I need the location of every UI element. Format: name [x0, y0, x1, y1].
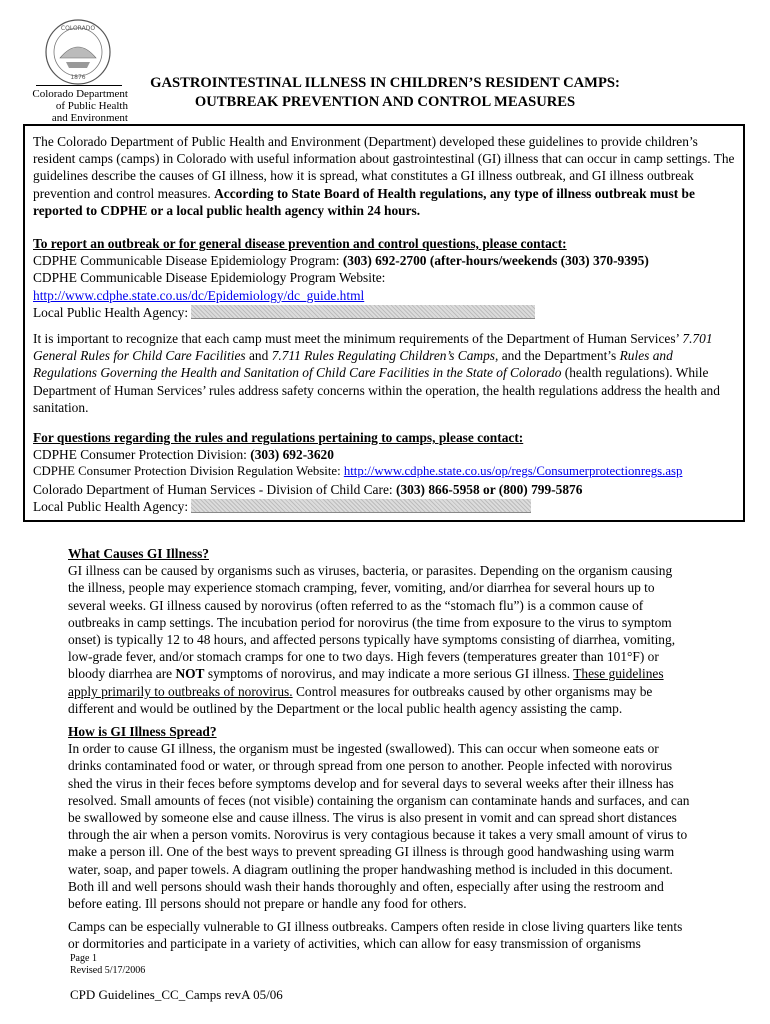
- svg-text:COLORADO: COLORADO: [60, 25, 96, 32]
- document-id: CPD Guidelines_CC_Camps revA 05/06: [70, 987, 283, 1002]
- epi-website-link[interactable]: http://www.cdphe.state.co.us/dc/Epidemiology/dc_guide.html: [33, 287, 365, 303]
- rules-paragraph: It is important to recognize that each camp must meet the minimum requirements of the Department of Human Services’ 7.701 General Rules for Child Care Facilities and 7.711 Rules Regulating Children’s Camps, and the Department’s Rules and Regulations Governing the Health and Sanitation of Child Care Facilities in the State of Colorado (health regulations). While Department of Human Services’ rules address safety concerns within the operation, the health regulations address the health and sanitation.: [33, 331, 720, 415]
- redacted-field: [191, 499, 531, 513]
- causes-heading: What Causes GI Illness?: [68, 546, 210, 561]
- consumer-protection-web-line: CDPHE Consumer Protection Division Regulation Website: http://www.cdphe.state.co.us/op/regs/Consumerprotectionregs.asp: [33, 464, 683, 479]
- epi-website-label: CDPHE Communicable Disease Epidemiology Program Website:: [33, 270, 386, 286]
- report-heading: To report an outbreak or for general disease prevention and control questions, please contact:: [33, 236, 567, 251]
- local-agency-line: Local Public Health Agency:: [33, 304, 739, 321]
- causes-section: What Causes GI Illness? GI illness can be caused by organisms such as viruses, bacteria, or parasites. Depending on the organism causing the illness, people may experience stomach cramping, fever, vomiting, and/or diarrhea for several hours up to several weeks. GI illness caused by norovirus (often referred to as the “stomach flu”) is a common cause of outbreaks in camp settings. The incubation period for norovirus (the time from exposure to the virus to symptom onset) is typically 12 to 48 hours, and affected persons typically have symptoms consisting of diarrhea, vomiting, low-grade fever, and/or stomach cramps for one to two days. High fevers (temperatures greater than 101°F) or bloody diarrhea are NOT symptoms of norovirus, and may indicate a more serious GI illness. These guidelines apply primarily to outbreaks of norovirus. Control measures for outbreaks caused by other organisms may be different and would be outlined by the Department or the local public health agency assisting the camp.: [68, 545, 690, 717]
- page-footer: [70, 953, 145, 977]
- redacted-field: [191, 305, 535, 319]
- intro-paragraph: The Colorado Department of Public Health and Environment (Department) developed these guidelines to provide children’s resident camps (camps) in Colorado with useful information about gastrointestinal (GI) illness that can occur in camp settings. The guidelines describe the causes of GI illness, how it is spread, what constitutes a GI illness outbreak, and GI illness outbreak prevention and control measures. According to State Board of Health regulations, any type of illness outbreak must be reported to CDPHE or a local public health agency within 24 hours.: [33, 134, 735, 218]
- questions-heading: For questions regarding the rules and regulations pertaining to camps, please contact:: [33, 430, 524, 445]
- consumer-protection-link[interactable]: http://www.cdphe.state.co.us/op/regs/Consumerprotectionregs.asp: [343, 464, 683, 479]
- svg-text:1876: 1876: [70, 74, 86, 81]
- document-title: GASTROINTESTINAL ILLNESS IN CHILDREN’S RESIDENT CAMPS: OUTBREAK PREVENTION AND CONTROL MEASURES: [150, 75, 620, 110]
- local-agency-line-2: Local Public Health Agency:: [33, 498, 739, 515]
- page-number: Page 1: [70, 953, 97, 964]
- department-name: Colorado Department of Public Health and Environment: [32, 88, 128, 124]
- human-services-line: Colorado Department of Human Services - Division of Child Care: (303) 866-5958 or (800) 799-5876: [33, 481, 583, 497]
- state-seal-logo: [44, 18, 112, 86]
- spread-heading: How is GI Illness Spread?: [68, 724, 217, 739]
- consumer-protection-line: CDPHE Consumer Protection Division: (303) 692-3620: [33, 447, 334, 463]
- epi-program-line: CDPHE Communicable Disease Epidemiology Program: (303) 692-2700 (after-hours/weekends (303) 370-9395): [33, 253, 649, 269]
- camps-paragraph: Camps can be especially vulnerable to GI illness outbreaks. Campers often reside in close living quarters like tents or dormitories and participate in a variety of activities, which can allow for easy transmission of organisms: [68, 919, 683, 952]
- report-contact-section: [33, 235, 739, 321]
- spread-section: How is GI Illness Spread? In order to cause GI illness, the organism must be ingested (swallowed). This can occur when someone eats or drinks contaminated food or water, or through spread from one person to another. People infected with norovirus shed the virus in their feces before symptoms develop and for several days to several weeks after their illness has resolved. Small amounts of feces (not visible) containing the organism can contaminate hands and surfaces, and can be swallowed by someone else and cause illness. The virus is also present in vomit and can spread short distances through the air when a person vomits. Norovirus is very contagious because it takes a very small amount of virus to make a person ill. One of the best ways to prevent spreading GI illness is through good handwashing using warm water, soap, and paper towels. A diagram outlining the proper handwashing method is included in this document. Both ill and well persons should wash their hands thoroughly and often, especially after using the restroom and before eating. Ill persons should not prepare or handle any food for others.: [68, 724, 690, 912]
- logo-divider: [36, 85, 122, 86]
- questions-contact-section: [33, 429, 739, 515]
- revised-date: Revised 5/17/2006: [70, 965, 146, 976]
